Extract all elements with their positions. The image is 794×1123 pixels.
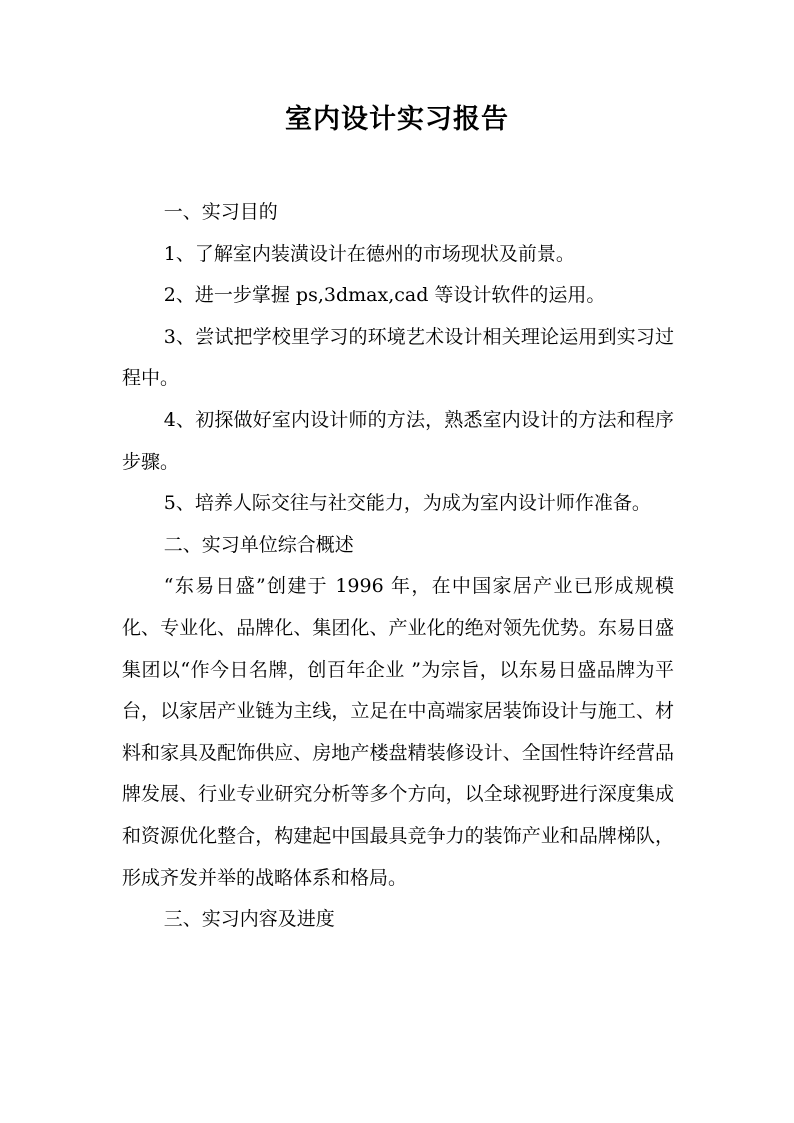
purpose-item-1: 1、了解室内装潢设计在德州的市场现状及前景。 [163,242,575,265]
document-body [122,192,674,941]
purpose-item-3: 3、尝试把学校里学习的环境艺术设计相关理论运用到实习过程中。 [122,325,674,390]
document-title: 室内设计实习报告 [285,104,509,135]
section-heading-company-overview: 二、实习单位综合概述 [163,533,354,556]
section-heading-content-progress: 三、实习内容及进度 [163,908,335,931]
section-heading-purpose: 一、实习目的 [163,201,278,223]
company-overview-paragraph: “东易日盛”创建于 1996 年，在中国家居产业已形成规模化、专业化、品牌化、集团化、产业化的绝对领先优势。东易日盛集团以“作今日名牌，创百年企业 ”为宗旨，以东易日盛品牌为平台，以家居产业链为主线，立足在中高端家居装饰设计与施工、材料和家具及配饰供应、房地产楼盘精装修设计、全国性特许经营品牌发展、行业专业研究分析等多个方向，以全球视野进行深度集成和资源优化整合，构建起中国最具竞争力的装饰产业和品牌梯队，形成齐发并举的战略体系和格局。 [122,575,674,889]
purpose-item-4: 4、初探做好室内设计师的方法，熟悉室内设计的方法和程序步骤。 [122,408,674,473]
purpose-item-2: 2、进一步掌握 ps,3dmax,cad 等设计软件的运用。 [163,284,606,307]
purpose-item-5: 5、培养人际交往与社交能力，为成为室内设计师作准备。 [163,492,651,515]
